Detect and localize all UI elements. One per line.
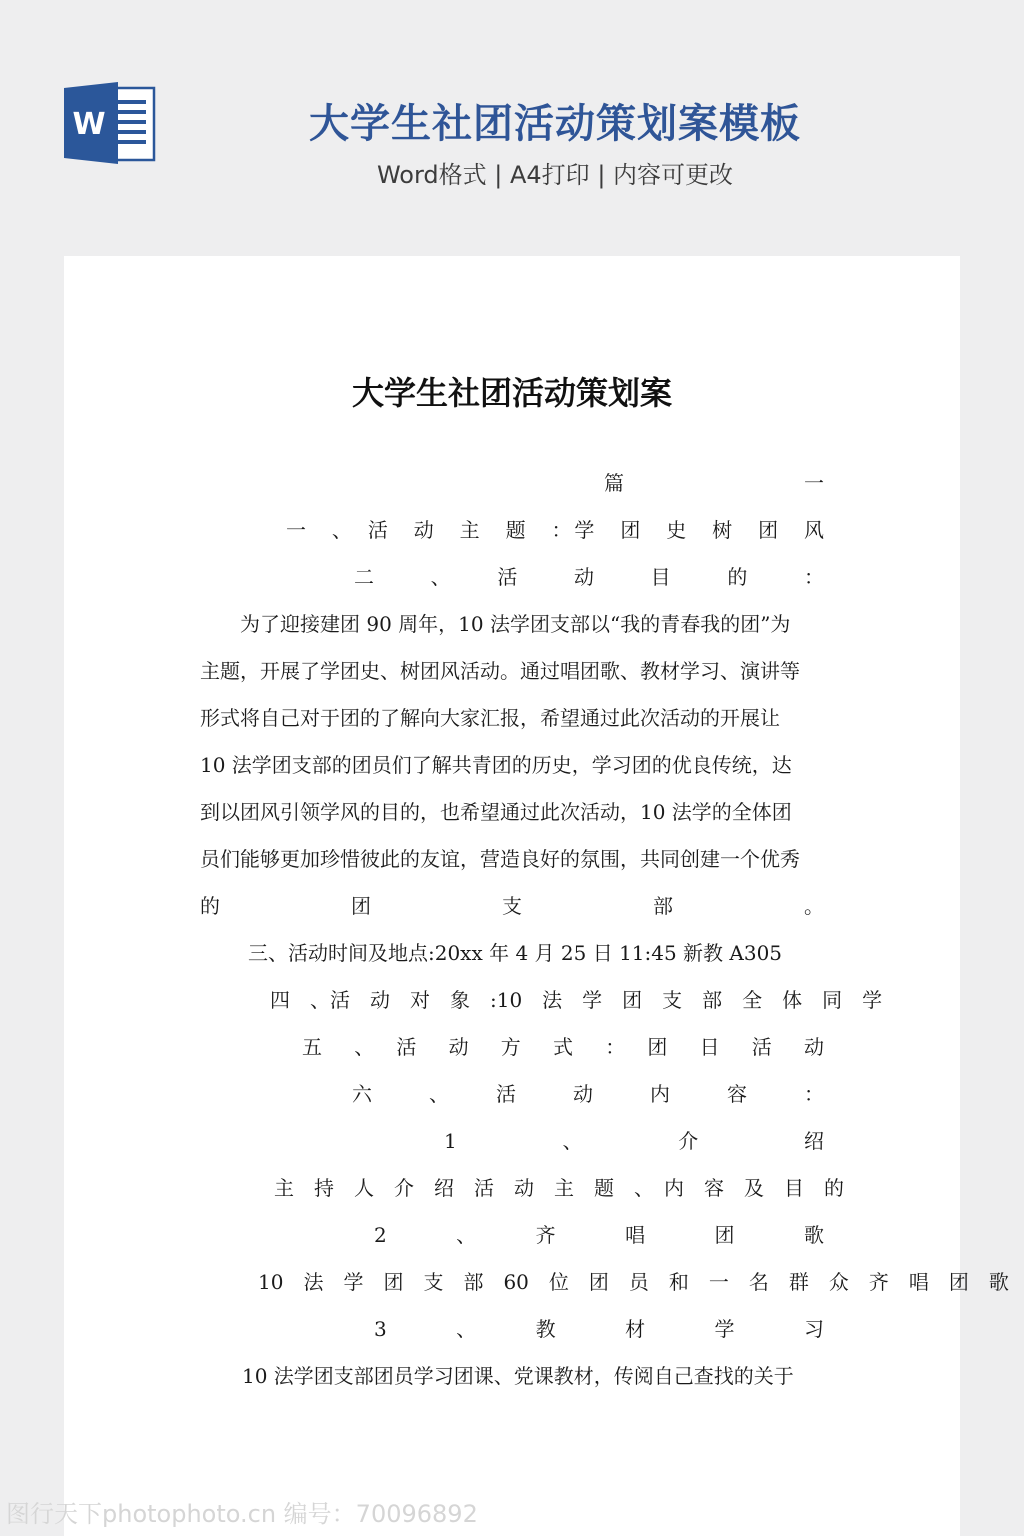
doc-line: 三、活动时间及地点:20xx 年 4 月 25 日 11:45 新教 A305 [248, 941, 783, 965]
doc-line: 3 、 教 材 学 习 [374, 1317, 824, 1341]
doc-line: 2 、 齐 唱 团 歌 [374, 1223, 824, 1247]
doc-line: 四 、活 动 对 象 :10 法 学 团 支 部 全 体 同 学 [270, 988, 883, 1012]
doc-line: 10 法学团支部的团员们了解共青团的历史，学习团的优良传统，达 [200, 753, 792, 777]
doc-line: 二 、 活 动 目 的 ： [354, 565, 824, 589]
doc-line: 员们能够更加珍惜彼此的友谊，营造良好的氛围，共同创建一个优秀 [200, 847, 800, 871]
doc-line: 形式将自己对于团的了解向大家汇报，希望通过此次活动的开展让 [200, 706, 780, 730]
doc-line: 10 法学团支部团员学习团课、党课教材，传阅自己查找的关于 [242, 1364, 794, 1388]
doc-line: 五 、 活 动 方 式 ： 团 日 活 动 [302, 1035, 824, 1059]
template-title: 大学生社团活动策划案模板 [309, 101, 801, 147]
doc-line: 1 、 介 绍 [444, 1129, 824, 1153]
document-page [64, 256, 1009, 1536]
document-title: 大学生社团活动策划案 [351, 374, 672, 412]
word-document-icon [64, 82, 156, 164]
watermark-text: 图行天下photophoto.cn 编号：70096892 [6, 1500, 478, 1528]
page-header [0, 0, 1024, 240]
doc-line: 为了迎接建团 90 周年，10 法学团支部以“我的青春我的团”为 [240, 612, 791, 636]
doc-line: 主 持 人 介 绍 活 动 主 题 、 内 容 及 目 的 [274, 1176, 844, 1200]
doc-line: 主题，开展了学团史、树团风活动。通过唱团歌、教材学习、演讲等 [200, 659, 800, 683]
template-subtitle: Word格式 | A4打印 | 内容可更改 [376, 161, 734, 189]
doc-line: 到以团风引领学风的目的，也希望通过此次活动，10 法学的全体团 [200, 800, 792, 824]
doc-line: 六 、 活 动 内 容 ： [352, 1082, 824, 1106]
doc-line: 篇 一 [604, 471, 824, 495]
word-icon-letter: W [72, 107, 106, 142]
doc-line: 一 、 活 动 主 题 ：学 团 史 树 团 风 [286, 518, 824, 542]
doc-line: 10 法 学 团 支 部 60 位 团 员 和 一 名 群 众 齐 唱 团 歌 [258, 1270, 1009, 1294]
doc-line: 的 团 支 部 。 [200, 894, 824, 918]
